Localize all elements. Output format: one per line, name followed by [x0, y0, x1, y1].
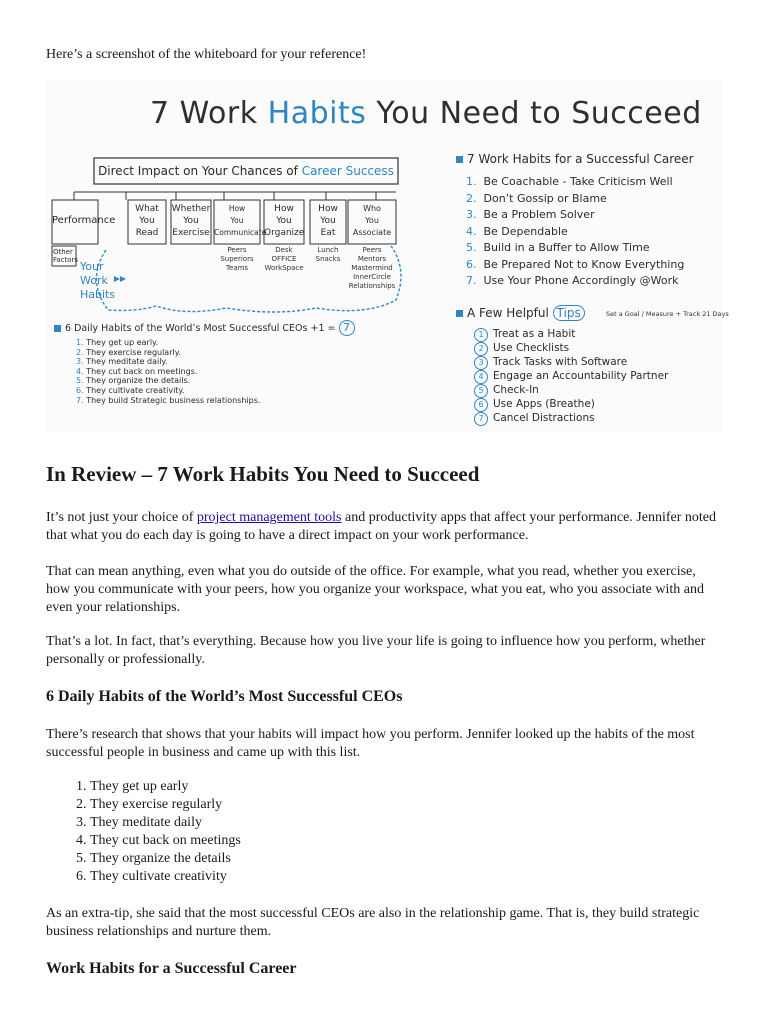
- list-item: 6. They cultivate creativity: [90, 868, 241, 886]
- whiteboard-banner: Direct Impact on Your Chances of Career Success: [98, 164, 394, 178]
- your-work-habits-label: Your Work Habits: [80, 260, 116, 301]
- list-item: 5. They organize the details: [90, 850, 241, 868]
- list-item: 4 Engage an Accountability Partner: [474, 370, 668, 384]
- ceo-section-heading: 6 Daily Habits of the World’s Most Successful CEOs: [46, 688, 403, 705]
- other-factors-label: Other Factors: [53, 248, 79, 264]
- ceo-paragraph-1: There’s research that shows that your habits will impact how you perform. Jennifer looked up the habits of the most successful people in business and came up with this list.: [46, 727, 695, 760]
- tips-note: Set a Goal / Measure + Track 21 Days: [606, 310, 729, 318]
- list-item: 2. They exercise regularly: [90, 796, 241, 814]
- project-management-tools-link[interactable]: project management tools: [196, 510, 342, 525]
- list-item: 7. Use Your Phone Accordingly @Work: [466, 274, 679, 287]
- column-sub: Desk OFFICE WorkSpace: [264, 246, 304, 272]
- list-item: 7 Cancel Distractions: [474, 412, 668, 426]
- review-paragraph-3: That’s a lot. In fact, that’s everything. Because how you live your life is going to influence how you perform, whether personally or professionally.: [46, 634, 706, 667]
- column-label: How You Eat: [318, 204, 338, 238]
- ceo-habits-list: [46, 778, 241, 886]
- review-paragraph-2: That can mean anything, even what you do outside of the office. For example, what you read, whether you exercise, how you communicate with your peers, how you organize your workspace, what you eat, who you associate with and even your relationships.: [46, 564, 704, 615]
- tips-whiteboard-list: [474, 328, 668, 426]
- list-item: 4. They cut back on meetings: [90, 832, 241, 850]
- column-sub: Lunch Snacks: [315, 246, 341, 263]
- list-item: 7. They build Strategic business relationships.: [76, 395, 261, 405]
- ceo-paragraph-2: As an extra-tip, she said that the most successful CEOs are also in the relationship game. That is, they build strategic business relationships and nurture them.: [46, 906, 700, 939]
- list-item: 6. They cultivate creativity.: [76, 385, 185, 395]
- list-item: 3. They meditate daily.: [76, 357, 168, 367]
- list-item: 5. Build in a Buffer to Allow Time: [466, 241, 650, 254]
- list-item: 6 Use Apps (Breathe): [474, 398, 668, 412]
- career-whiteboard-list: [466, 174, 684, 290]
- list-item: 5. They organize the details.: [76, 376, 191, 386]
- career-list-title: 7 Work Habits for a Successful Career: [456, 152, 694, 166]
- ceo-whiteboard-list: [76, 338, 260, 405]
- list-item: 2. Don’t Gossip or Blame: [466, 191, 607, 205]
- list-item: 4. Be Dependable: [466, 224, 568, 238]
- tips-list-title: A Few Helpful Tips: [456, 306, 585, 320]
- column-sub: Peers Superiors Teams: [220, 246, 254, 272]
- review-paragraph-1: It’s not just your choice of project management tools and productivity apps that affect your performance. Jennifer noted that what you do each day is going to have a direct impact on your work performance.: [46, 510, 716, 543]
- circled-seven: 7: [339, 320, 355, 336]
- list-item: 3 Track Tasks with Software: [474, 356, 668, 370]
- column-sub: Peers Mentors Mastermind InnerCircle Relationships: [348, 246, 396, 290]
- intro-text: Here’s a screenshot of the whiteboard for your reference!: [46, 47, 367, 62]
- blue-square-icon: [54, 325, 61, 332]
- list-item: 4. They cut back on meetings.: [76, 366, 198, 376]
- column-label: Who You Associate: [352, 204, 392, 237]
- column-label: How You Organize: [264, 204, 305, 238]
- list-item: 3. They meditate daily: [90, 814, 241, 832]
- column-label: What You Read: [135, 204, 159, 238]
- list-item: 1. They get up early.: [76, 338, 159, 347]
- list-item: 6. Be Prepared Not to Know Everything: [466, 257, 685, 271]
- list-item: 3. Be a Problem Solver: [466, 208, 595, 221]
- list-item: 1. They get up early: [90, 778, 241, 796]
- whiteboard-title: 7 Work Habits You Need to Succeed: [150, 96, 702, 131]
- blue-square-icon: [456, 310, 463, 317]
- column-label: How You Communicate: [214, 204, 267, 237]
- performance-label: Performance: [52, 215, 116, 226]
- list-item: 1 Treat as a Habit: [474, 328, 668, 342]
- list-item: 5 Check-In: [474, 384, 668, 398]
- whiteboard-image: [46, 80, 729, 432]
- column-label: Whether You Exercise: [171, 204, 211, 238]
- list-item: 1. Be Coachable - Take Criticism Well: [466, 175, 673, 188]
- list-item: 2. They exercise regularly.: [76, 347, 181, 357]
- blue-square-icon: [456, 156, 463, 163]
- career-section-heading: Work Habits for a Successful Career: [46, 960, 297, 977]
- ceo-list-title: 6 Daily Habits of the World’s Most Successful CEOs +1 = 7: [54, 320, 355, 336]
- review-heading: In Review – 7 Work Habits You Need to Succeed: [46, 462, 480, 486]
- list-item: 2 Use Checklists: [474, 342, 668, 356]
